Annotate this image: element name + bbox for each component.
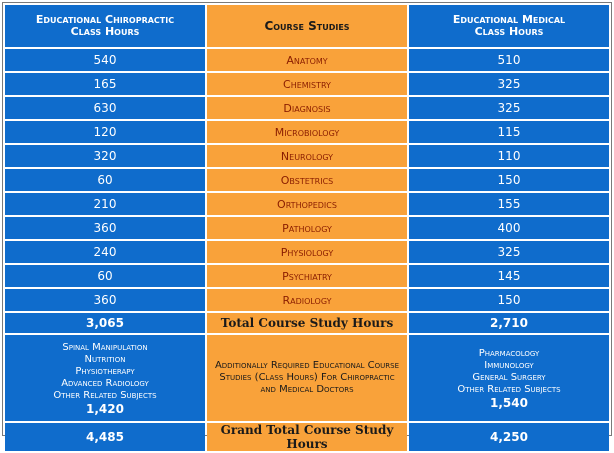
table-row (5, 49, 609, 71)
medical-hours-cell: 325 (409, 97, 609, 119)
table-row (5, 169, 609, 191)
course-name-cell: Psychiatry (207, 265, 407, 287)
course-name-cell: Microbiology (207, 121, 407, 143)
header-right-line1: Educational Medical (452, 13, 566, 26)
chiro-hours-cell: 360 (5, 217, 205, 239)
additional-description: Additionally Required Educational Course Studies (Class Hours) For Chiropractic and Medical Doctors (207, 335, 407, 421)
chiro-hours-cell: 540 (5, 49, 205, 71)
total-medical-hours: 2,710 (409, 313, 609, 333)
header-chiropractic-hours (5, 5, 205, 47)
medical-hours-cell: 150 (409, 289, 609, 311)
header-course-studies: Course Studies (207, 5, 407, 47)
subject-item: Pharmacology (478, 347, 540, 359)
medical-hours-cell: 510 (409, 49, 609, 71)
chiro-hours-cell: 360 (5, 289, 205, 311)
chiro-hours-cell: 60 (5, 169, 205, 191)
medical-hours-cell: 155 (409, 193, 609, 215)
medical-hours-cell: 115 (409, 121, 609, 143)
chiro-hours-cell: 60 (5, 265, 205, 287)
medical-hours-cell: 110 (409, 145, 609, 167)
header-right-line2: Class Hours (474, 25, 544, 38)
total-label: Total Course Study Hours (207, 313, 407, 333)
additional-medical-hours: 1,540 (490, 395, 528, 410)
table-row (5, 265, 609, 287)
table-row (5, 121, 609, 143)
table-row (5, 193, 609, 215)
subject-item: Spinal Manipulation (62, 341, 148, 353)
medical-hours-cell: 325 (409, 241, 609, 263)
subject-item: Nutrition (84, 353, 126, 365)
table-row (5, 217, 609, 239)
additional-medical-cell (409, 335, 609, 421)
table-row (5, 145, 609, 167)
table-row (5, 73, 609, 95)
medical-hours-cell: 400 (409, 217, 609, 239)
table-row (5, 241, 609, 263)
additional-row (5, 335, 609, 421)
course-name-cell: Orthopedics (207, 193, 407, 215)
medical-hours-cell: 325 (409, 73, 609, 95)
subject-item: General Surgery (472, 371, 546, 383)
additional-chiro-cell (5, 335, 205, 421)
chiro-hours-cell: 210 (5, 193, 205, 215)
subject-item: Advanced Radiology (61, 377, 149, 389)
header-medical-hours (409, 5, 609, 47)
grand-total-chiro-hours: 4,485 (5, 423, 205, 451)
grand-total-label: Grand Total Course Study Hours (207, 423, 407, 451)
header-left-line1: Educational Chiropractic (35, 13, 175, 26)
class-hours-comparison-table (3, 3, 611, 453)
course-name-cell: Diagnosis (207, 97, 407, 119)
chiro-hours-cell: 630 (5, 97, 205, 119)
course-name-cell: Obstetrics (207, 169, 407, 191)
total-row (5, 313, 609, 333)
chiro-hours-cell: 165 (5, 73, 205, 95)
course-name-cell: Physiology (207, 241, 407, 263)
chiro-hours-cell: 120 (5, 121, 205, 143)
grand-total-medical-hours: 4,250 (409, 423, 609, 451)
course-name-cell: Neurology (207, 145, 407, 167)
header-row (5, 5, 609, 47)
medical-subject-list (413, 348, 605, 396)
chiro-subject-list (9, 342, 201, 402)
medical-hours-cell: 145 (409, 265, 609, 287)
subject-item: Other Related Subjects (53, 389, 157, 401)
medical-hours-cell: 150 (409, 169, 609, 191)
grand-total-row (5, 423, 609, 451)
chiro-hours-cell: 320 (5, 145, 205, 167)
subject-item: Immunology (484, 359, 534, 371)
additional-chiro-hours: 1,420 (86, 401, 124, 416)
table-row (5, 97, 609, 119)
comparison-table-frame (2, 2, 612, 451)
subject-item: Other Related Subjects (457, 383, 561, 395)
subject-item: Physiotherapy (75, 365, 135, 377)
header-left-line2: Class Hours (70, 25, 140, 38)
course-name-cell: Anatomy (207, 49, 407, 71)
course-name-cell: Chemistry (207, 73, 407, 95)
total-chiro-hours: 3,065 (5, 313, 205, 333)
course-name-cell: Pathology (207, 217, 407, 239)
chiro-hours-cell: 240 (5, 241, 205, 263)
course-name-cell: Radiology (207, 289, 407, 311)
table-row (5, 289, 609, 311)
